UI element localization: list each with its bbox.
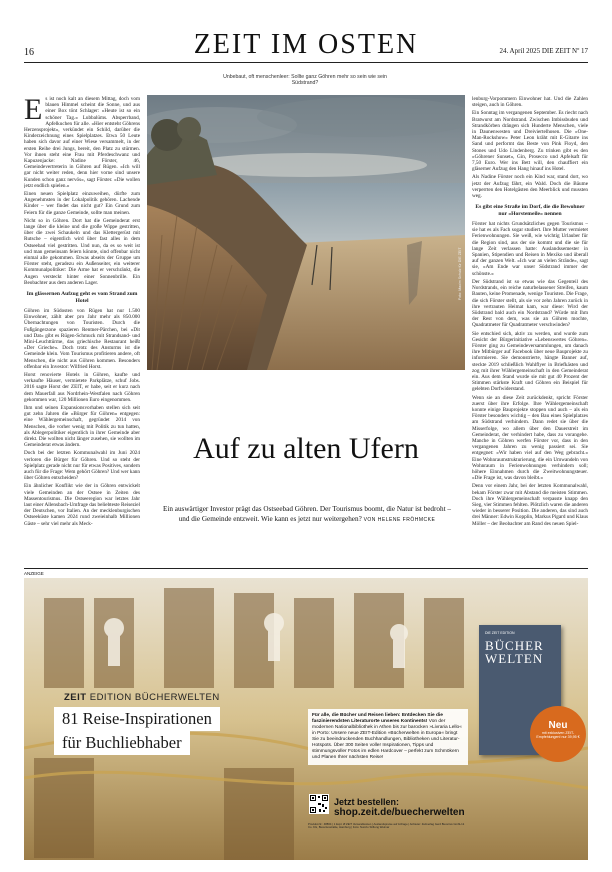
paragraph: Doch bei der letzten Kommunalwahl im Juni 2024 verloren die Bürger für Göhren. Und so steht der Spielplatz gerade nicht nur für etwas Positives, sondern auch für die Frage: Wem gehört Göhren? Und wer kann über Göhren entscheiden? — [24, 450, 140, 482]
edition-logo — [64, 692, 220, 703]
deck-text: Ein auswärtiger Investor prägt das Ostseebad Göhren. Der Tourismus boomt, die Natur ist bedroht – und die Gemeinde entzweit. Wie kann es jetzt nur weitergehen? — [163, 505, 451, 523]
shop-url-link[interactable]: shop.zeit.de/buecherwelten — [334, 807, 465, 818]
book-title-line1: BÜCHER — [485, 638, 544, 653]
header-rule — [24, 62, 588, 63]
paragraph: Nicht so in Göhren. Dort hat die Gemeinderat erst lange über die kleine und die große Wippe gestritten, über die zwei Schaukeln und das Klettergerüst mit Rutsche – eigentlich wird über fast alles in dem Ostseebad viel gestritten. Und nun, da es so weit ist und man gemeinsam feiern könnte, sind offenbar nicht einmal alle gekommen. Etwas abseits der Gruppe um Förster steht, geradezu ein Außenseiter, ein weiterer Kommunalpolitiker: Die Arme hat er verschränkt, die Augen versteckt hinter einer Sonnenbrille. Ein Beobachter aus dem anderen Lager. — [24, 217, 140, 286]
ad-body-bold: Für alle, die Bücher und Reisen lieben: Entdecken Sie die faszinierendsten Literaturorte unseres Kontinents! — [312, 713, 443, 724]
badge-title: Neu — [548, 720, 568, 731]
cta-label: Jetzt bestellen: — [334, 797, 400, 807]
qr-code-icon — [309, 794, 329, 814]
badge-text: mit exklusiven ZEIT-Empfehlungen! nur 39,95 € — [536, 731, 580, 740]
paragraph: Wenn sie an diese Zeit zurückdenkt, spricht Förster zuerst über ihre Erfolge. Ihre Wählergemeinschaft konnte einige Bauprojekte stoppen und auch – als ein Förster besonders wichtig – den Bau eines Spielplatzes am Südstrand verhindern. Dann redet sie über die Misserfolge, wo allem über den Dauerstreit im Gemeinderat, der verhindert habe, dass zu vorangehe. Manche in Göhren werfen Förster vor, dass in den vergangenen Jahren zu wenig passiert sei. Sie entgegnet: »Wir haben viel auf den Weg gebracht.« Eine Wohnraumstrukturierung, die ein Umwandeln von Wohnraum in Ferienwohnungen verhindern soll; höhere Einnahmen durch die Zweitwohnungsteuer. »Die Frage ist, was davon bleibt.« — [472, 394, 588, 482]
paragraph: Horst renovierte Hotels in Göhren, kaufte und verkaufte Häuser, vermietete Parkplätze, schuf Jobs. 2016 sagte Horst der ZEIT, er habe, seit er kurz nach dem Mauerfall aus Nordrhein-Westfalen nach Göhren gekommen war, 120 Millionen Euro eingenommen. — [24, 371, 140, 403]
photo-caption: Unbebaut, oft menschenleer: Sollte ganz Göhren mehr so sein wie sein Südstrand? — [223, 74, 387, 87]
logo-title: BÜCHERWELTEN — [134, 692, 220, 703]
paragraph: Ein ähnlicher Konflikt wie der in Göhren entwickelt viele Gemeinden an der Ostsee in Zeiten des Massentourismus. Die Ostseeregion war letztes Jahr laut einer Allensbach-Umfrage das beliebteste Reiseziel der Deutschen, vor Italien. An der mecklenburgischen Ostseeküste kamen 2024 rund zweieinhalb Millionen Gäste – sehr viel mehr als Meck- — [24, 483, 140, 527]
paragraph: Als Nadine Förster noch ein Kind war, stand dort, wo jetzt der Aufzug fährt, ein Wald. Doch die Bäume verperrten den Hotelgästen den Meerblick und mussten weg. — [472, 174, 588, 200]
paragraph: Der Südstrand ist so etwas wie das Gegenteil des Nordstrands, ein reiche naturbelassener Streifen, kaum Bauten, keine Promenade, wenige Touristen. Die Frage, die sich Förster stellt, als sie vor zehn Jahren zurück in ihre vertrauten Heimat kam, war diese: Wird der Südstrand bald auch ein Nordstrand? Würde mit Ihm der Rest von dem, was sie an Göhren mochte, Quadratmeter für Quadratmeter verschwinden? — [472, 278, 588, 329]
ad-headline-line2: für Buchliebhaber — [54, 731, 190, 755]
photo-credit: Foto: Maxim Schulz für DIE ZEIT — [458, 247, 462, 300]
new-badge — [530, 706, 586, 762]
ad-call-to-action[interactable] — [334, 797, 465, 818]
paragraph: Einen neuen Spielplatz einzuweihen, dürfte zum Angenehmsten in der Lokalpolitik gehören. Lachende Kinder – wer findet das nicht gut? Ein Grund zum Feiern für die ganze Gemeinde, sollte man meinen. — [24, 191, 140, 216]
book-title — [485, 639, 544, 665]
advertisement[interactable] — [24, 578, 588, 860]
ad-rule — [24, 568, 588, 569]
article-headline: Auf zu alten Ufern — [193, 432, 419, 465]
ad-body-text: Von der modernen Nationalbibliothek in Athen bis zur barocken »Livraria Lello« in Porto: Unsere neue ZEIT-Edition »Bücherwelten in Europa« bringt Sie zu beeindruckenden Buchhandlungen, Bibliotheken und Literatur-Hotspots. Über 300 Seiten voller Inspirationen, Tipps und stimmungsvoller Fotos im edlen Hardcover – perfekt zum Schmökern und Planen Ihrer nächsten Reise! — [312, 719, 462, 760]
page-number: 16 — [24, 47, 34, 58]
author-byline: VON HELENE FRÖHMCKE — [363, 516, 436, 523]
qr-code[interactable] — [309, 794, 329, 814]
paragraph: lenburg-Vorpommern Einwohner hat. Und die Zahlen steigen, auch in Göhren. — [472, 96, 588, 109]
subheading: Im glässernen Aufzug geht es vom Strand zum Hotel — [26, 291, 138, 304]
beach-photo — [147, 95, 465, 370]
article-column-right — [472, 96, 588, 566]
ad-body — [308, 709, 468, 765]
paragraph: Ihm und seinen Expansionsvorhaben stellen sich seit gut zehn Jahren die »Bürger für Göhren« entgegen: eine Wählergemeinschaft, gegründet 2014 von Menschen, die vorher wenig mit Politik zu tun hatten, als Ablegerpolitiker eigentlich in ihrer Gemeinde aber direkt. Die wollten nicht länger zusehen, sie wollten im Gemeinderat etwas ändern. — [24, 404, 140, 449]
paragraph: Ein Sonntag im vergangenen September. Es riecht nach Bratwurst am Nordstrand. Zwischen Imbissbuden und Strandkörben drängen sich Hunderte Menschen, viele in Daunenwesten und Dreiviertelhosen. Die »One-Man-Rockshow« Peter Leon kräht mit E-Gitarre ins Sand und performt das Beste von Pink Floyd, den Stones und Udo Lindenberg. Zu trinken gibt es den »Göhrener Sunset«, Gin, Prosecco und Apfelsaft für 7,50 Euro. Wer ins Bett will, den chauffiert ein gläserner Aufzug den Hang hinauf ins Hotel. — [472, 110, 588, 173]
paragraph: Denn vor einem Jahr, bei der letzten Kommunalwahl, bekam Förster zwar mit Abstand die meisten Stimmen. Doch ihre Wählergemeinschaft verpasste knapp den Sieg, vier Stimmen fehlten. Plötzlich waren die anderen wieder in besserer Position. Die anderen, das sind auch drei Männer: Edwin Kopplin, Markus Pigard und Klaus Möller – der Beobachter am Rand des neuen Spiel- — [472, 483, 588, 527]
ad-label: ANZEIGE — [24, 571, 44, 576]
issue-date: 24. April 2025 DIE ZEIT Nº 17 — [499, 47, 588, 55]
article-deck — [157, 505, 457, 525]
beach-photo-illustration — [147, 95, 465, 370]
paragraph: Förster hat nichts Grundsätzliches gegen Tourismus – sie hat es als Fach sogar studiert. Ihre Mutter vermietet Ferienwohnungen. Sie weiß, wie wichtig Urlauber für die Region sind, aus der sie kommt und die sie für lange Zeit verlassen hatte: Auslandssemester in Spanien, Stipendien und Reisen in Mexiko und überall auf der ganzen Welt. »Ich war an vielen Strände«, sagt sie, »Am Ende war unser Südstrand immer der schönste.« — [472, 221, 588, 277]
paragraph: Göhren im Südosten von Rügen hat nur 1.500 Einwohner, zählt aber pro Jahr mehr als 850.000 Übernachtungen von Touristen. Durch die Fußgängerzone spazieren Rentner-Pärchen, bei »Dit und Dat« gibt es Rügen-Schmuck mit Strandsand- und Mini-Leuchttürme, das griechische Restaurant heißt »Der Grieche«. Doch trotz des Ansturms ist die Gemeinde klein. Vom Tourismus profitieren andere, oft Menschen, die nicht aus Göhren kommen. Besonders offenbar ein Investor: Wilfried Horst. — [24, 307, 140, 370]
paragraph: s ist noch kalt an diesem Mittag, doch vom blauen Himmel scheint die Sonne, und aus einer Box tönt Schlager: »Heute ist so ein schöner Tag.« Lubbalüms. Absperrband, Apfelkuchen für alle. »Hier entsteht Göhrens Herzensprojekt«, verkündet ein Schild, darüber die Kinderzeichnung eines Spielplatzes. Etwa 50 Leute haben sich davor auf einer Wiese versammelt, in der ersten Reihe drei Jungs, bereit, den Platz zu stürmen. Vor ihnen steht eine Frau mit Pferdeschwanz und Kapuzenjacke: Nadine Förster, 46, Gemeindevertreterin in Göhren auf Rügen. »Ich will gar nicht weiter reden, denn hier vorne sind unsere Kunden schon ganz nervös«, sagt Förster. »Die wollen jetzt endlich spielen.« — [24, 96, 140, 189]
logo-edition: EDITION — [89, 692, 132, 703]
book-label: DIE ZEIT EDITION — [485, 631, 515, 635]
section-title: ZEIT IM OSTEN — [193, 29, 419, 60]
logo-zeit: ZEIT — [64, 692, 87, 703]
ad-headline-line1: 81 Reise-Inspirationen — [54, 707, 220, 731]
drop-cap: E — [24, 96, 43, 126]
book-title-line2: WELTEN — [485, 651, 544, 666]
subheading: Es gibt eine Straße im Dorf, die die Bewohner nur »Horstemeile« nennen — [475, 204, 585, 217]
ad-fine-print: Produkt-Nr.: 48864 | 1 Expl. Ø ZEIT Versandkosten | Auslandspreise auf Anfrage | Anbieter: Zeitverlag Gerd Bucerius GmbH & Co. KG, Buceriusstraße, Hamburg | Foto: Nunzio Stiftung Weimar — [308, 822, 465, 830]
paragraph: Sie entschied sich, aktiv zu werden, und wurde zum Gesicht der Bürgerinitiative »Lebenswertes Göhren«. Förster ging zu Gemeindeversammlungen, um danach ihre Mitbürger auf Facebook über neue Bauprojekte zu informieren. Sie demonstrierte, hängte Banner auf, steckte 2019 schließlich Wahlflyer in Briefkästen und zog mit ihrer Wählergemeinschaft in den Gemeinderat ein. Aus dem Stand wurde sie mit gut 40 Prozent der Stimmen stärkste Kraft und Göhren ein Beispiel für gelebten Dorfwiderstand. — [472, 330, 588, 393]
article-column-left — [24, 96, 140, 566]
